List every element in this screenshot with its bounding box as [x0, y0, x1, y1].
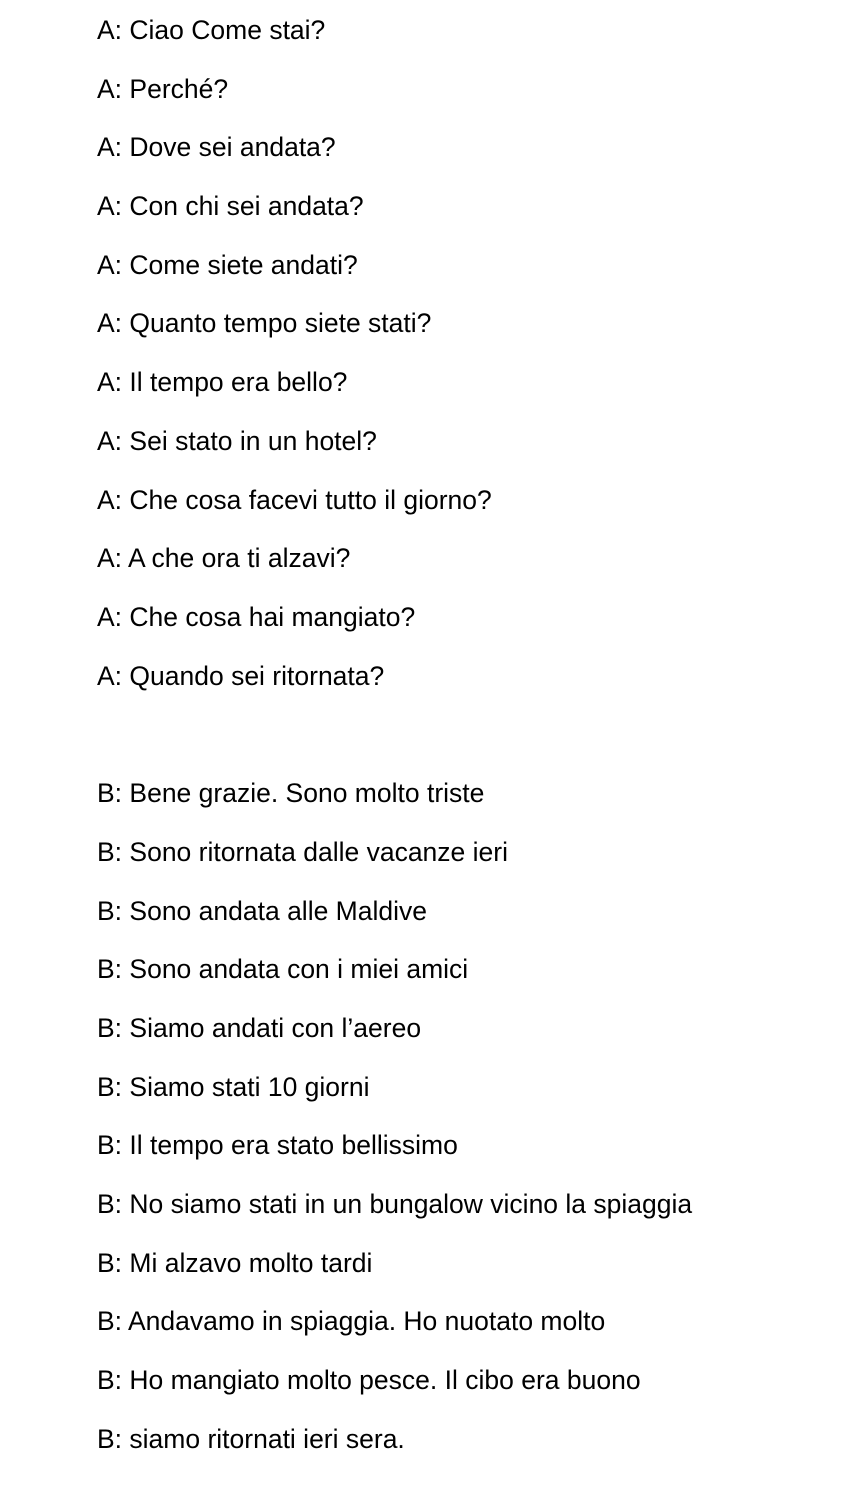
question-line: A: Ciao Come stai? — [97, 15, 326, 45]
question-line: A: Come siete andati? — [97, 249, 358, 280]
dialogue-document — [97, 15, 837, 1483]
question-line: A: Sei stato in un hotel? — [97, 425, 377, 456]
question-line: A: A che ora ti alzavi? — [97, 543, 351, 574]
answer-line: B: Sono ritornata dalle vacanze ieri — [97, 836, 508, 867]
answer-line: B: Andavamo in spiaggia. Ho nuotato molto — [97, 1306, 606, 1337]
question-line: A: Il tempo era bello? — [97, 367, 348, 398]
answer-line: B: Sono andata con i miei amici — [97, 954, 469, 985]
question-line: A: Quando sei ritornata? — [97, 660, 385, 691]
answer-line: B: Mi alzavo molto tardi — [97, 1247, 373, 1278]
answer-line: B: Il tempo era stato bellissimo — [97, 1130, 458, 1161]
question-line: A: Perché? — [97, 73, 229, 104]
question-line: A: Quanto tempo siete stati? — [97, 308, 432, 339]
section-spacer — [97, 719, 837, 778]
answer-line: B: siamo ritornati ieri sera. — [97, 1423, 405, 1454]
question-line: A: Che cosa hai mangiato? — [97, 601, 416, 632]
answer-line: B: Bene grazie. Sono molto triste — [97, 778, 485, 809]
question-line: A: Con chi sei andata? — [97, 191, 364, 222]
answers-section — [97, 778, 837, 1454]
question-line: A: Che cosa facevi tutto il giorno? — [97, 484, 492, 515]
questions-section — [97, 15, 837, 691]
answer-line: B: Siamo stati 10 giorni — [97, 1071, 370, 1102]
answer-line: B: Ho mangiato molto pesce. Il cibo era buono — [97, 1365, 641, 1396]
question-line: A: Dove sei andata? — [97, 132, 336, 163]
answer-line: B: Sono andata alle Maldive — [97, 895, 427, 926]
answer-line: B: No siamo stati in un bungalow vicino la spiaggia — [97, 1189, 693, 1220]
answer-line: B: Siamo andati con l’aereo — [97, 1013, 422, 1043]
